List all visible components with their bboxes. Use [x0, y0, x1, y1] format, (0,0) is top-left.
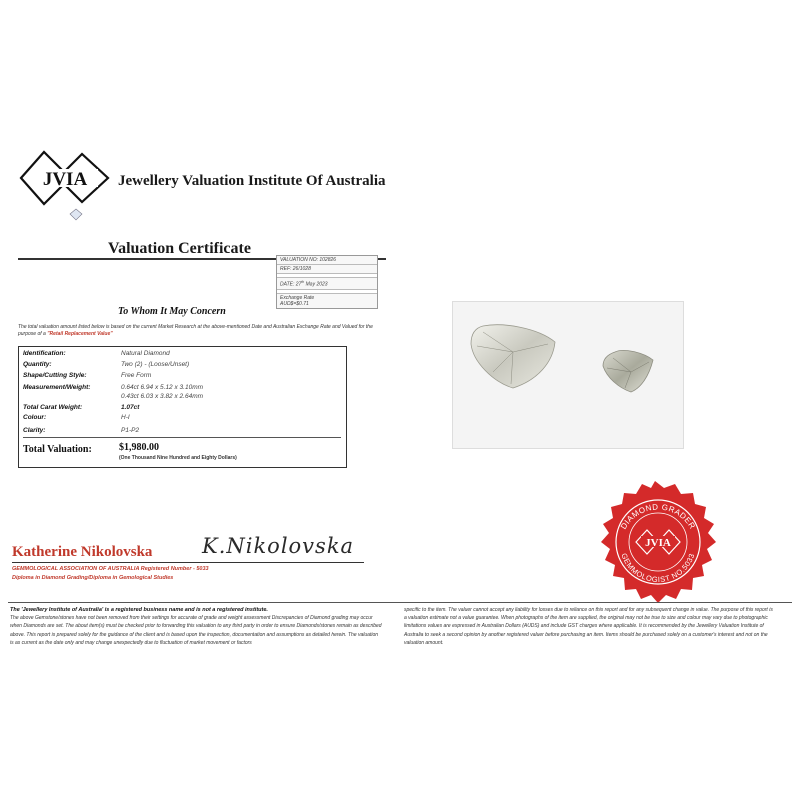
total-valuation-words: (One Thousand Nine Hundred and Eighty Dollars)	[119, 455, 237, 461]
diploma-credentials: Diploma in Diamond Grading/Diploma in Gemological Studies	[12, 575, 174, 581]
valuation-details: Identification: Natural Diamond Quantity: Two (2) - (Loose/Unset) Shape/Cutting Style: Free Form Measurement/Weight: 0.64ct 6.94 x 5.12 x 3.10mm 0.43ct 6.03 x 3.82 x 2.64mm Total Carat Weight: 1.07ct Colour: H-I Clarity: P1-P2 Total Valuation: $1,980.00 (One Thousand Nine Hundred and Eighty Dollars)	[18, 346, 347, 468]
valuation-number: VALUATION NO: 102826	[277, 256, 377, 265]
association-registration: GEMMOLOGICAL ASSOCIATION OF AUSTRALIA Registered Number - 5033	[12, 566, 209, 572]
reference-box	[276, 255, 378, 309]
footer-divider	[8, 602, 792, 603]
handwritten-signature: K.Nikolovska	[202, 534, 355, 558]
diamond-stone-small	[603, 350, 653, 392]
diamond-photo	[452, 301, 684, 449]
organization-name: Jewellery Valuation Institute Of Australia	[118, 173, 386, 189]
disclaimer-left: The 'Jewellery Institute of Australia' is a registered business name and is not a registered institute. The above Gemstone/stones have not been removed from their settings for accurate of grade and weight assessment Discrepancies of Diamond grading may occur when Diamonds are set. The about item(s) must be checked prior to forwarding this valuation to any third party in order to ensure Diamonds/stones remain as described above. This report is prepared solely for the guidance of the client and is based upon the inspection, documentation and assumptions as detailed herein. The valuation is as current as the date only and may change unexpectedly due to fluctuation of market movement or factors	[10, 607, 382, 646]
signer-name: Katherine Nikolovska	[12, 544, 153, 560]
exchange-rate: Exchange Rate AUD$=$0.71	[280, 294, 315, 307]
reference-number: REF: 26/1028	[277, 265, 377, 274]
seal-logo-text: JVIA	[645, 537, 671, 549]
retail-value-highlight: "Retail Replacement Value"	[47, 331, 113, 337]
disclaimer-right: specific to the item. The valuer cannot accept any liability for losses due to reliance on this report and for any subsequent change in value. The purpose of this report is a valuation estimate not a value guarantee. When photographs of the item are supplied, the original may not be true to size and colour may vary due to photographic limitations values are expressed in Australian Dollars (AUDS) and include GST charges where applicable. It is recommended by the Jewellery Valuation Institute of Australia to seek a second opinion by another registered valuer before purchasing an item. Items should be purchased solely on a customer's interest and not on the valuation amount.	[404, 607, 773, 646]
disclaimer-lead: The 'Jewellery Institute of Australia' is a registered business name and is not a registered institute.	[10, 607, 268, 613]
intro-paragraph: The total valuation amount listed below is based on the current Market Research at the above-mentioned Date and Australian Exchange Rate and Valued for the purpose of a "Retail Replacement Value"	[18, 324, 373, 337]
signature-line	[12, 562, 364, 563]
jvia-logo	[18, 148, 114, 228]
logo-text: JVIA	[42, 169, 88, 190]
diamond-icon	[70, 209, 82, 220]
total-valuation-label: Total Valuation:	[23, 444, 92, 455]
total-divider	[23, 437, 341, 438]
total-valuation-amount: $1,980.00	[119, 442, 159, 453]
seal-top-text: DIAMOND GRADER	[618, 502, 698, 531]
diamond-stone-large	[471, 325, 555, 388]
salutation: To Whom It May Concern	[118, 306, 226, 317]
certificate-title: Valuation Certificate	[108, 240, 251, 257]
seal-bottom-text: GEMMOLOGIST NO.5033	[619, 551, 697, 585]
valuation-date: DATE: 27th May 2023	[277, 278, 377, 290]
